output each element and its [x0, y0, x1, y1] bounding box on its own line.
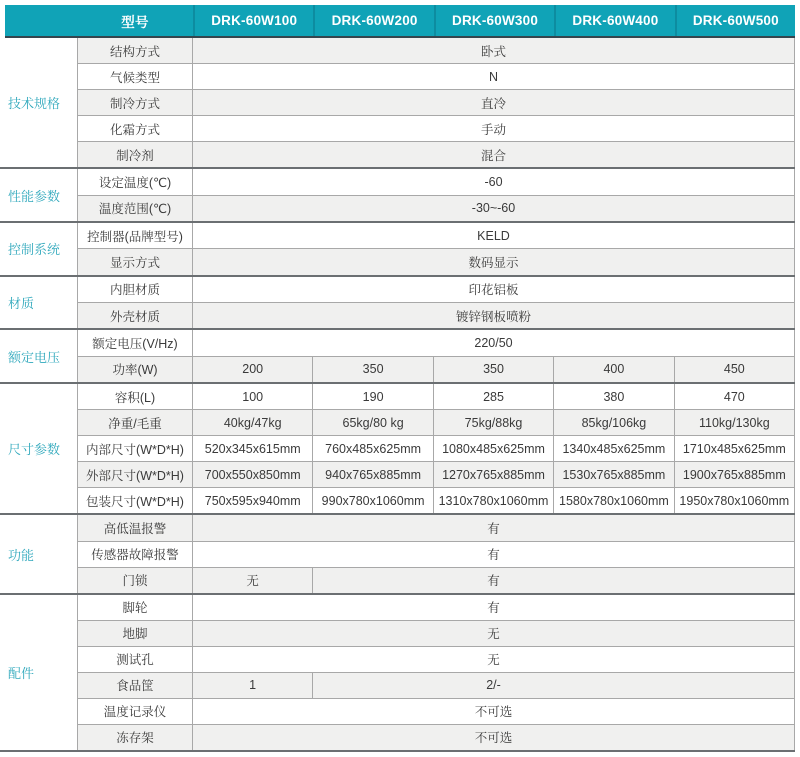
value-cell — [553, 357, 673, 382]
merged-value: 印花铝板 — [468, 283, 519, 298]
header-cell-model: DRK-60W400 — [554, 5, 674, 36]
cell-value: 2/- — [486, 678, 501, 693]
table-row — [77, 461, 795, 487]
category-label: 控制系统 — [8, 242, 61, 258]
category-label: 技术规格 — [8, 96, 61, 112]
row-label-cell — [77, 725, 193, 750]
row-label: 结构方式 — [109, 44, 160, 59]
row-label: 冻存架 — [116, 731, 154, 746]
value-cell — [433, 357, 553, 382]
spec-group — [0, 221, 795, 275]
row-label: 内部尺寸(W*D*H) — [86, 442, 184, 457]
row-label-cell — [77, 303, 193, 328]
table-row — [77, 435, 795, 461]
row-values — [193, 64, 795, 89]
cell-value: 40kg/47kg — [223, 415, 282, 430]
row-label: 外部尺寸(W*D*H) — [86, 468, 184, 483]
spec-group — [0, 167, 795, 221]
header-cell-model: DRK-60W100 — [193, 5, 313, 36]
merged-value: 无 — [487, 653, 500, 668]
category-label: 配件 — [8, 665, 35, 681]
table-row — [77, 115, 795, 141]
value-cell — [193, 436, 312, 461]
merged-value: -60 — [484, 174, 503, 189]
category-cell — [0, 595, 77, 750]
merged-value: -30~-60 — [471, 201, 516, 216]
row-values — [193, 357, 795, 382]
row-label: 气候类型 — [109, 70, 160, 85]
value-cell — [674, 410, 794, 435]
row-label: 地脚 — [122, 627, 148, 642]
table-row — [77, 541, 795, 567]
value-cell — [433, 462, 553, 487]
row-values — [193, 142, 795, 167]
table-row — [77, 356, 795, 382]
row-label-cell — [77, 621, 193, 646]
row-label-cell — [77, 647, 193, 672]
row-values — [193, 116, 795, 141]
row-label: 脚轮 — [122, 601, 148, 616]
row-values — [193, 725, 795, 750]
group-rows — [77, 515, 795, 593]
row-label-cell — [77, 515, 193, 540]
row-values — [193, 436, 795, 461]
cell-value: 85kg/106kg — [581, 415, 647, 430]
merged-value: 手动 — [480, 122, 506, 137]
cell-value: 1710x485x625mm — [682, 441, 786, 456]
merged-value: 数码显示 — [468, 256, 519, 270]
merged-value: 卧式 — [480, 44, 506, 59]
category-cell — [0, 384, 77, 513]
table-row — [77, 277, 795, 302]
cell-value: 760x485x625mm — [325, 441, 422, 456]
value-cell — [193, 410, 312, 435]
spec-group — [0, 328, 795, 382]
row-label: 内胆材质 — [109, 283, 160, 298]
value-cell — [312, 410, 432, 435]
cell-value: 285 — [483, 389, 504, 404]
row-label: 显示方式 — [109, 256, 160, 270]
table-row — [77, 195, 795, 221]
table-row — [77, 248, 795, 274]
row-values — [193, 542, 795, 567]
merged-value: 不可选 — [474, 731, 513, 746]
row-label: 制冷剂 — [116, 148, 154, 163]
value-cell — [553, 488, 673, 513]
row-values — [193, 621, 795, 646]
value-cell — [674, 436, 794, 461]
cell-value: 400 — [603, 362, 625, 377]
group-rows — [77, 595, 795, 750]
row-label-cell — [77, 384, 193, 409]
row-values — [193, 90, 795, 115]
model-label: 型号 — [121, 14, 149, 30]
table-row — [77, 698, 795, 724]
row-label: 额定电压(V/Hz) — [92, 337, 178, 352]
value-cell — [674, 384, 794, 409]
cell-value: 470 — [723, 389, 745, 404]
cell-value: 有 — [487, 574, 500, 589]
cell-value: 520x345x615mm — [204, 441, 301, 456]
table-row — [77, 63, 795, 89]
table-row — [77, 89, 795, 115]
category-label: 功能 — [8, 547, 35, 563]
table-row — [77, 302, 795, 328]
row-values — [193, 38, 795, 63]
row-label: 外壳材质 — [109, 309, 160, 324]
header-cell-model-label — [5, 5, 193, 36]
category-cell — [0, 223, 77, 275]
value-cell — [193, 384, 312, 409]
value-cell — [193, 357, 312, 382]
row-values — [193, 303, 795, 328]
row-label-cell — [77, 90, 193, 115]
row-label-cell — [77, 699, 193, 724]
merged-value: 混合 — [480, 148, 506, 163]
table-body — [0, 38, 795, 752]
group-rows — [77, 384, 795, 513]
row-label-cell — [77, 462, 193, 487]
first-column-cell — [193, 673, 313, 698]
header-cell-model: DRK-60W500 — [675, 5, 795, 36]
cell-value: 200 — [242, 362, 264, 377]
table-row — [77, 515, 795, 540]
row-label: 控制器(品牌型号) — [87, 229, 183, 244]
row-values — [193, 384, 795, 409]
value-cell — [193, 462, 312, 487]
cell-value: 350 — [483, 362, 504, 377]
row-label: 温度记录仪 — [103, 705, 167, 720]
merged-value: 有 — [487, 601, 500, 616]
value-cell — [674, 488, 794, 513]
row-values — [193, 699, 795, 724]
merged-value: 有 — [487, 521, 500, 536]
group-rows — [77, 38, 795, 167]
value-cell — [674, 357, 794, 382]
table-row — [77, 595, 795, 620]
merged-value: 有 — [487, 548, 500, 563]
row-label-cell — [77, 196, 193, 221]
cell-value: 65kg/80 kg — [342, 415, 404, 430]
value-cell — [312, 488, 432, 513]
value-cell — [553, 436, 673, 461]
row-label-cell — [77, 169, 193, 194]
cell-value: 450 — [723, 362, 745, 377]
row-values — [193, 488, 795, 513]
cell-value: 1340x485x625mm — [562, 441, 666, 456]
value-cell — [312, 462, 432, 487]
value-cell — [553, 462, 673, 487]
cell-value: 750x595x940mm — [204, 493, 301, 508]
group-rows — [77, 330, 795, 382]
category-cell — [0, 330, 77, 382]
row-label: 传感器故障报警 — [91, 548, 179, 563]
row-label-cell — [77, 357, 193, 382]
table-row — [77, 409, 795, 435]
row-label: 包装尺寸(W*D*H) — [86, 494, 184, 509]
category-cell — [0, 169, 77, 221]
row-values — [193, 169, 795, 194]
row-label: 功率(W) — [112, 363, 158, 378]
header-cell-model: DRK-60W300 — [434, 5, 554, 36]
cell-value: 110kg/130kg — [698, 415, 770, 430]
row-label-cell — [77, 488, 193, 513]
row-values — [193, 277, 795, 302]
row-values — [193, 410, 795, 435]
cell-value: 75kg/88kg — [464, 415, 523, 430]
category-cell — [0, 277, 77, 329]
row-values — [193, 647, 795, 672]
cell-value: 1580x780x1060mm — [559, 493, 669, 508]
cell-value: 940x765x885mm — [325, 467, 422, 482]
spec-group — [0, 275, 795, 329]
row-label: 设定温度(℃) — [98, 175, 172, 190]
row-label: 门锁 — [122, 574, 148, 589]
table-row — [77, 169, 795, 194]
value-cell — [433, 488, 553, 513]
table-row — [77, 620, 795, 646]
merged-value: N — [488, 69, 499, 84]
table-row — [77, 646, 795, 672]
value-cell — [312, 436, 432, 461]
value-cell — [433, 384, 553, 409]
row-label-cell — [77, 436, 193, 461]
category-label: 材质 — [8, 296, 35, 312]
cell-value: 1950x780x1060mm — [679, 493, 790, 508]
row-label: 化霜方式 — [109, 122, 160, 137]
row-label-cell — [77, 568, 193, 593]
row-label: 温度范围(℃) — [98, 202, 172, 217]
cell-value: 190 — [362, 389, 384, 404]
cell-value: 1 — [249, 678, 257, 693]
row-label: 容积(L) — [114, 390, 156, 405]
row-label-cell — [77, 673, 193, 698]
category-cell — [0, 515, 77, 593]
row-label-cell — [77, 116, 193, 141]
merged-value: 220/50 — [474, 336, 513, 351]
value-cell — [433, 410, 553, 435]
row-label-cell — [77, 330, 193, 355]
cell-value: 1080x485x625mm — [442, 441, 545, 456]
merged-value: 无 — [487, 627, 500, 642]
cell-value: 700x550x850mm — [204, 467, 301, 482]
table-row — [77, 223, 795, 248]
row-values — [193, 462, 795, 487]
category-label: 性能参数 — [8, 188, 61, 204]
row-values — [193, 568, 795, 593]
row-values — [193, 515, 795, 540]
cell-value: 1900x765x885mm — [682, 467, 786, 482]
merged-value: KELD — [477, 228, 510, 243]
cell-value: 1310x780x1060mm — [438, 493, 549, 508]
merged-value: 直冷 — [480, 96, 506, 111]
table-row — [77, 384, 795, 409]
spec-group — [0, 38, 795, 167]
row-values — [193, 595, 795, 620]
category-label: 额定电压 — [8, 349, 61, 365]
cell-value: 1530x765x885mm — [562, 467, 666, 482]
table-row — [77, 567, 795, 593]
row-values — [193, 196, 795, 221]
table-row — [77, 724, 795, 750]
value-cell — [312, 384, 432, 409]
row-label: 高低温报警 — [103, 521, 167, 536]
merged-value: 不可选 — [474, 705, 513, 720]
cell-value: 990x780x1060mm — [321, 493, 425, 508]
row-label-cell — [77, 142, 193, 167]
row-values — [193, 330, 795, 355]
row-label-cell — [77, 223, 193, 248]
table-row — [77, 672, 795, 698]
cell-value: 100 — [242, 389, 264, 404]
table-header-row — [5, 5, 795, 38]
row-label-cell — [77, 249, 193, 274]
value-cell — [674, 462, 794, 487]
row-label-cell — [77, 410, 193, 435]
row-label: 净重/毛重 — [108, 416, 162, 431]
table-row — [77, 487, 795, 513]
spec-group — [0, 382, 795, 513]
row-label-cell — [77, 595, 193, 620]
cell-value: 无 — [246, 574, 259, 589]
value-cell — [312, 357, 432, 382]
table-row — [77, 38, 795, 63]
row-label: 食品筐 — [116, 679, 154, 694]
row-label-cell — [77, 277, 193, 302]
row-values — [193, 249, 795, 274]
merged-value: 镀锌钢板喷粉 — [455, 309, 531, 324]
category-cell — [0, 38, 77, 167]
row-label-cell — [77, 542, 193, 567]
row-label-cell — [77, 38, 193, 63]
row-label-cell — [77, 64, 193, 89]
header-cell-model: DRK-60W200 — [313, 5, 433, 36]
value-cell — [553, 410, 673, 435]
value-cell — [433, 436, 553, 461]
row-label: 测试孔 — [116, 653, 154, 668]
row-values — [193, 223, 795, 248]
spec-group — [0, 593, 795, 750]
cell-value: 350 — [362, 362, 384, 377]
value-cell — [553, 384, 673, 409]
first-column-cell — [193, 568, 313, 593]
group-rows — [77, 223, 795, 275]
table-row — [77, 141, 795, 167]
row-label: 制冷方式 — [109, 96, 160, 111]
table-row — [77, 330, 795, 355]
group-rows — [77, 277, 795, 329]
spec-group — [0, 513, 795, 593]
value-cell — [193, 488, 312, 513]
group-rows — [77, 169, 795, 221]
category-label: 尺寸参数 — [8, 442, 61, 458]
cell-value: 380 — [603, 389, 625, 404]
cell-value: 1270x765x885mm — [442, 467, 545, 482]
row-values — [193, 673, 795, 698]
